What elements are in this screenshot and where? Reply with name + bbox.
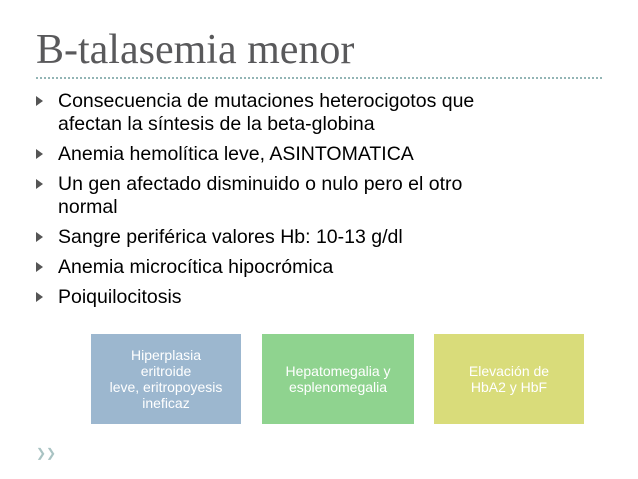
- triangle-bullet-icon: [36, 262, 43, 272]
- triangle-bullet-icon: [36, 292, 43, 302]
- box-text: leve, eritropoyesis: [109, 379, 223, 395]
- bullet-text: Un gen afectado disminuido o nulo pero el otro: [58, 173, 463, 195]
- bullet-item: [36, 143, 602, 166]
- box-elevacion: [434, 334, 584, 424]
- title-divider: [36, 77, 602, 79]
- box-text: ineficaz: [142, 395, 190, 411]
- bullet-text: Anemia hemolítica leve, ASINTOMATICA: [58, 143, 414, 165]
- bullet-item: [36, 173, 602, 219]
- box-text: Elevación de: [468, 363, 550, 379]
- bullet-text: Poiquilocitosis: [58, 286, 182, 308]
- box-text: esplenomegalia: [288, 379, 388, 395]
- bullet-item: [36, 256, 602, 279]
- box-text: Hiperplasia: [130, 347, 202, 363]
- triangle-bullet-icon: [36, 179, 43, 189]
- slide-title: B-talasemia menor: [36, 27, 355, 73]
- triangle-bullet-icon: [36, 96, 43, 106]
- box-text: Hepatomegalia y: [285, 363, 391, 379]
- bullet-item: [36, 286, 602, 309]
- bullet-text: Sangre periférica valores Hb: 10-13 g/dl: [58, 226, 403, 248]
- bullet-item: [36, 226, 602, 249]
- bullet-text: Anemia microcítica hipocrómica: [58, 256, 334, 278]
- box-text: eritroide: [140, 363, 192, 379]
- triangle-bullet-icon: [36, 232, 43, 242]
- bullet-list: [36, 90, 602, 316]
- box-text: HbA2 y HbF: [470, 379, 548, 395]
- bullet-text: afectan la síntesis de la beta-globina: [58, 113, 375, 135]
- bullet-text: Consecuencia de mutaciones heterocigotos que: [58, 90, 475, 112]
- box-hepatomegalia: [262, 334, 414, 424]
- bullet-text: normal: [58, 196, 118, 218]
- chevron-double-right-icon: ❯❯: [36, 446, 57, 460]
- triangle-bullet-icon: [36, 149, 43, 159]
- bullet-item: [36, 90, 602, 136]
- box-hiperplasia: [91, 334, 241, 424]
